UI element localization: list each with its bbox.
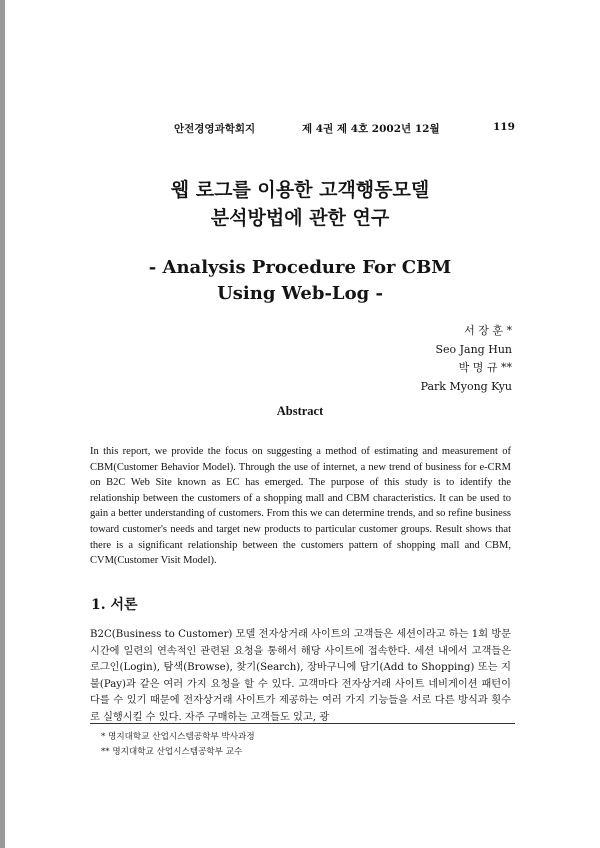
footnotes [101, 730, 255, 760]
footnote-1: * 명지대학교 산업시스템공학부 박사과정 [101, 732, 255, 742]
section-heading: 1. 서론 [91, 597, 138, 613]
author-2-korean: 박 명 규 ** [458, 361, 512, 374]
running-header [0, 121, 600, 137]
author-1-korean: 서 장 훈 * [464, 324, 512, 337]
english-title-line-1: - Analysis Procedure For CBM [148, 257, 452, 278]
author-2-english: Park Myong Kyu [420, 379, 512, 393]
abstract-heading: Abstract [276, 404, 324, 418]
abstract-text: In this report, we provide the focus on suggesting a method of estimating and measurement of CBM(Customer Behavior Model). Through the use of internet, a new trend of business for e-CRM on B2C Web Site known as EC has emerged. The purpose of this study is to identify the relationship between the customers of a shopping mall and CBM characteristics. It can be used to gain a better understanding of customers. From this we can determine trends, and so refine business toward customer's needs and target new products to particular customer groups. Result shows that there is a significant relationship between the customers pattern of shopping mall and CBM, CVM(Customer Visit Model). [90, 446, 511, 567]
footnote-divider [90, 723, 515, 724]
page-number: 119 [493, 121, 515, 133]
journal-name: 안전경영과학회지 [174, 123, 256, 135]
korean-title [0, 176, 600, 232]
korean-title-line-2: 분석방법에 관한 연구 [210, 207, 390, 229]
korean-title-line-1: 웹 로그를 이용한 고객행동모델 [170, 179, 430, 201]
footnote-2: ** 명지대학교 산업시스템공학부 교수 [101, 747, 243, 757]
section-body-text: B2C(Business to Customer) 모델 전자상거래 사이트의 고객들은 세션이라고 하는 1회 방문 시간에 일련의 연속적인 관련된 요청을 통해서 해당 사이트에 접속한다. 세션 내에서 고객들은 로그인(Login), 탐색(Browse), 찾기(Search), 장바구니에 담기(Add to Shopping) 또는 지불(Pay)과 같은 여러 가지 요청을 할 수 있다. 고객마다 전자상거래 사이트 네비게이션 패턴이 다를 수 있기 때문에 전자상거래 사이트가 제공하는 여러 가지 기능들을 서로 다른 방식과 횟수로 실행시킬 수 있다. 자주 구매하는 고객들도 있고, 광 [90, 629, 511, 723]
author-1-english: Seo Jang Hun [435, 342, 512, 356]
english-title-line-2: Using Web-Log - [217, 283, 383, 304]
issue-info: 제 4권 제 4호 2002년 12월 [302, 123, 440, 135]
english-title [0, 255, 600, 307]
author-block [421, 322, 512, 396]
